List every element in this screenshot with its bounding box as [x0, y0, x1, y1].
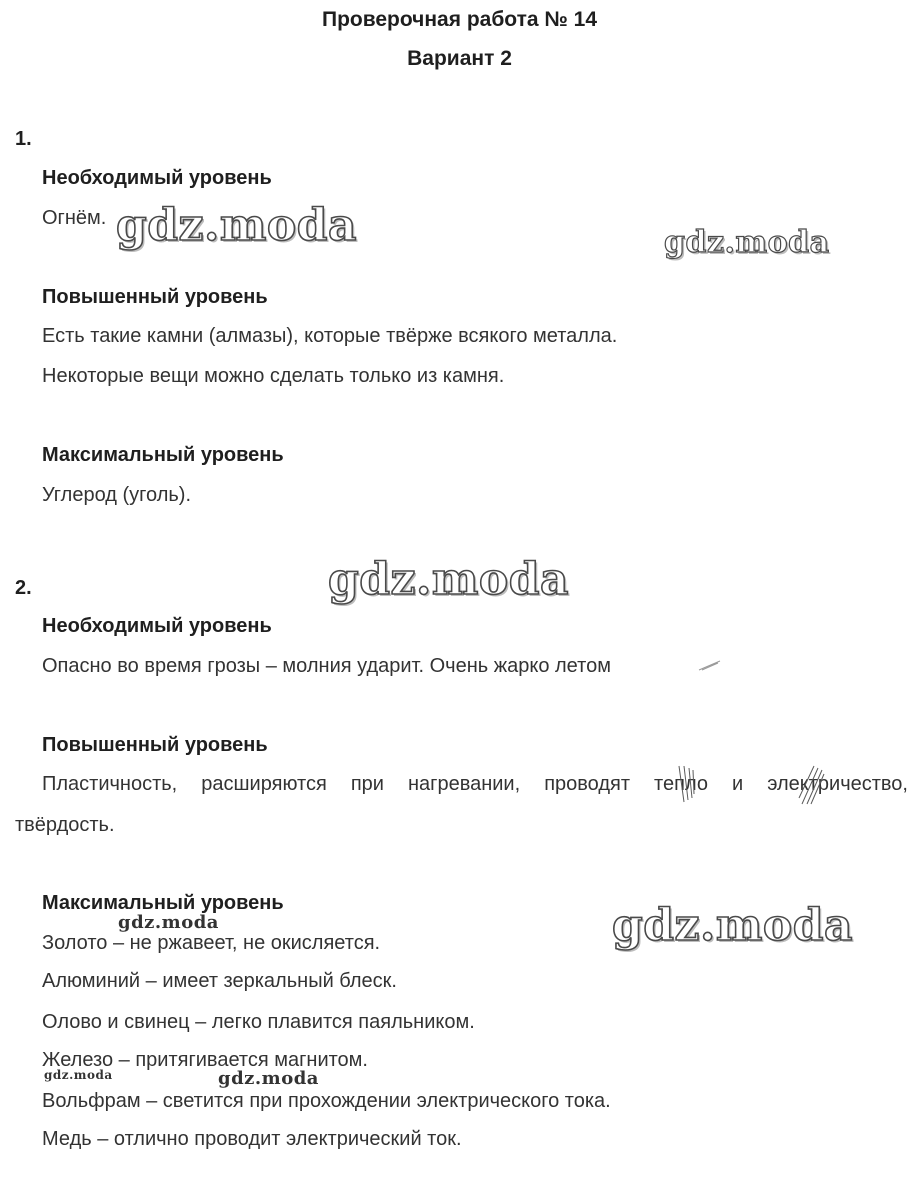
scribble-mark — [698, 658, 722, 672]
task-1-required-answer: Огнём. — [42, 207, 107, 229]
task-2-required-heading: Необходимый уровень — [42, 615, 272, 637]
watermark-logo: gdz.moda — [218, 1068, 319, 1089]
scribble-mark — [796, 764, 826, 806]
page-title: Проверочная работа № 14 — [321, 8, 598, 31]
watermark-logo: gdz.moda — [328, 554, 570, 605]
task-2-maximum-answer-copper: Медь – отлично проводит электрический ток. — [42, 1128, 462, 1150]
task-1-required-heading: Необходимый уровень — [42, 167, 272, 189]
task-2-maximum-answer-tin-lead: Олово и свинец – легко плавится паяльником. — [42, 1011, 475, 1033]
task-1-advanced-heading: Повышенный уровень — [42, 286, 268, 308]
task-1-advanced-answer-line-2: Некоторые вещи можно сделать только из камня. — [42, 365, 505, 387]
scribble-mark — [676, 764, 696, 804]
task-1-maximum-answer: Углерод (уголь). — [42, 484, 191, 506]
watermark-logo: gdz.moda — [664, 225, 830, 260]
task-2-maximum-answer-tungsten: Вольфрам – светится при прохождении электрического тока. — [42, 1090, 611, 1112]
task-2-advanced-answer-line-2: твёрдость. — [15, 814, 115, 836]
watermark-logo: gdz.moda — [116, 200, 358, 251]
watermark-logo: gdz.moda — [44, 1068, 113, 1082]
task-2-number: 2. — [15, 577, 32, 599]
variant-label: Вариант 2 — [407, 47, 512, 70]
task-1-advanced-answer-line-1: Есть такие камни (алмазы), которые твёрже всякого металла. — [42, 325, 618, 347]
task-1-maximum-heading: Максимальный уровень — [42, 444, 284, 466]
task-2-advanced-heading: Повышенный уровень — [42, 734, 268, 756]
task-2-required-answer: Опасно во время грозы – молния ударит. Очень жарко летом — [42, 655, 611, 677]
task-2-maximum-answer-iron: Железо – притягивается магнитом. — [42, 1049, 368, 1071]
task-2-advanced-answer-line-1: Пластичность, расширяются при нагревании, проводят тепло и электричество, — [42, 773, 908, 795]
task-2-maximum-answer-gold: Золото – не ржавеет, не окисляется. — [42, 932, 381, 954]
task-1-number: 1. — [15, 128, 32, 150]
watermark-logo: gdz.moda — [612, 900, 854, 951]
task-2-maximum-answer-aluminium: Алюминий – имеет зеркальный блеск. — [42, 970, 397, 992]
watermark-logo: gdz.moda — [118, 912, 219, 933]
task-2-maximum-heading: Максимальный уровень — [42, 892, 284, 914]
